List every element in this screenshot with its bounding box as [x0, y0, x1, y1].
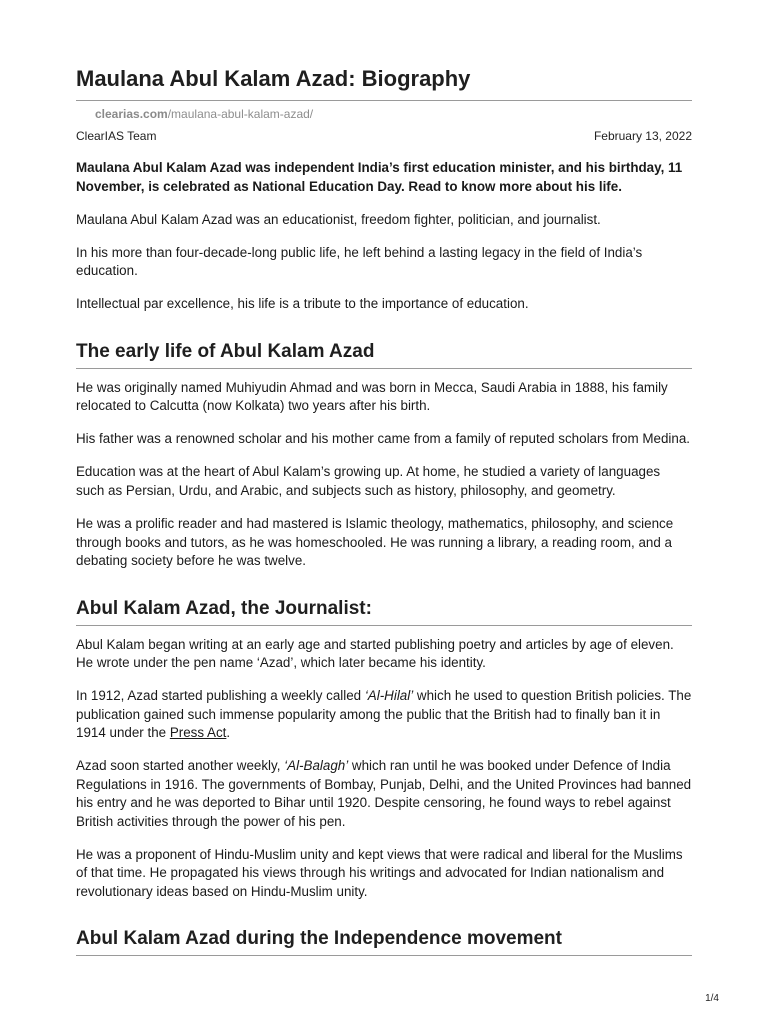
early-life-paragraph-1: He was originally named Muhiyudin Ahmad and was born in Mecca, Saudi Arabia in 1888, his family relocated to Calcutta (now Kolkata) two years after his birth. — [76, 379, 668, 414]
journalist-paragraph-3 — [76, 757, 692, 831]
page-title: Maulana Abul Kalam Azad: Biography — [76, 66, 471, 91]
journalist-paragraph-4: He was a proponent of Hindu-Muslim unity and kept views that were radical and liberal for the Muslims of that time. He propagated his views through his writings and advocated for Indian nationalism and revolutionary ideas based on Hindu-Muslim unity. — [76, 846, 683, 899]
source-path: /maulana-abul-kalam-azad/ — [167, 107, 314, 121]
source-url[interactable] — [95, 107, 313, 121]
intro-paragraph-1: Maulana Abul Kalam Azad was an educationist, freedom fighter, politician, and journalist. — [76, 211, 601, 227]
publication-title-al-hilal: ‘Al-Hilal’ — [364, 688, 414, 704]
publish-date: February 13, 2022 — [593, 129, 692, 143]
title-divider — [76, 100, 692, 101]
author-name: ClearIAS Team — [76, 129, 157, 143]
early-life-paragraph-3: Education was at the heart of Abul Kalam’s growing up. At home, he studied a variety of languages such as Persian, Urdu, and Arabic, and subjects such as history, philosophy, and geometry. — [76, 464, 661, 498]
section-heading-independence: Abul Kalam Azad during the Independence movement — [76, 927, 692, 956]
paragraph-text: which ran until he was booked under Defence of India Regulations in 1916. The governments of Bombay, Punjab, Delhi, and the United Provinces had banned his entry and he was deported to Bihar until 1920. Despite censoring, he found ways to rebel against British activities through the power of his pen. — [76, 758, 692, 829]
intro-paragraph-2: In his more than four-decade-long public life, he left behind a lasting legacy in the field of India’s education. — [76, 244, 643, 279]
article-body — [76, 159, 692, 966]
journalist-paragraph-2 — [76, 687, 692, 743]
publication-title-al-balagh: ‘Al-Balagh’ — [284, 758, 349, 774]
paragraph-text: In 1912, Azad started publishing a weekly called — [76, 688, 365, 704]
paragraph-text: Azad soon started another weekly, — [76, 758, 285, 774]
intro-paragraph-3: Intellectual par excellence, his life is a tribute to the importance of education. — [76, 296, 529, 312]
paragraph-text: . — [226, 725, 231, 741]
page-number: 1/4 — [705, 993, 719, 1004]
section-heading-journalist: Abul Kalam Azad, the Journalist: — [76, 597, 692, 626]
lead-paragraph: Maulana Abul Kalam Azad was independent India’s first education minister, and his birthday, 11 November, is celebrated as National Education Day. Read to know more about his life. — [76, 160, 683, 194]
journalist-paragraph-1: Abul Kalam began writing at an early age and started publishing poetry and articles by age of eleven. He wrote under the pen name ‘Azad’, which later became his identity. — [76, 636, 674, 671]
section-heading-early-life: The early life of Abul Kalam Azad — [76, 340, 692, 369]
early-life-paragraph-4: He was a prolific reader and had mastered is Islamic theology, mathematics, philosophy, and science through books and tutors, as he was homeschooled. He was running a library, a reading room, and a debating society before he was twelve. — [76, 516, 674, 569]
press-act-link[interactable]: Press Act — [169, 725, 227, 741]
source-domain: clearias.com — [95, 107, 168, 121]
early-life-paragraph-2: His father was a renowned scholar and his mother came from a family of reputed scholars from Medina. — [76, 431, 691, 447]
paragraph-text: which he used to question British policies. The publication gained such immense popularity among the public that the British had to finally ban it in 1914 under the — [76, 688, 692, 741]
